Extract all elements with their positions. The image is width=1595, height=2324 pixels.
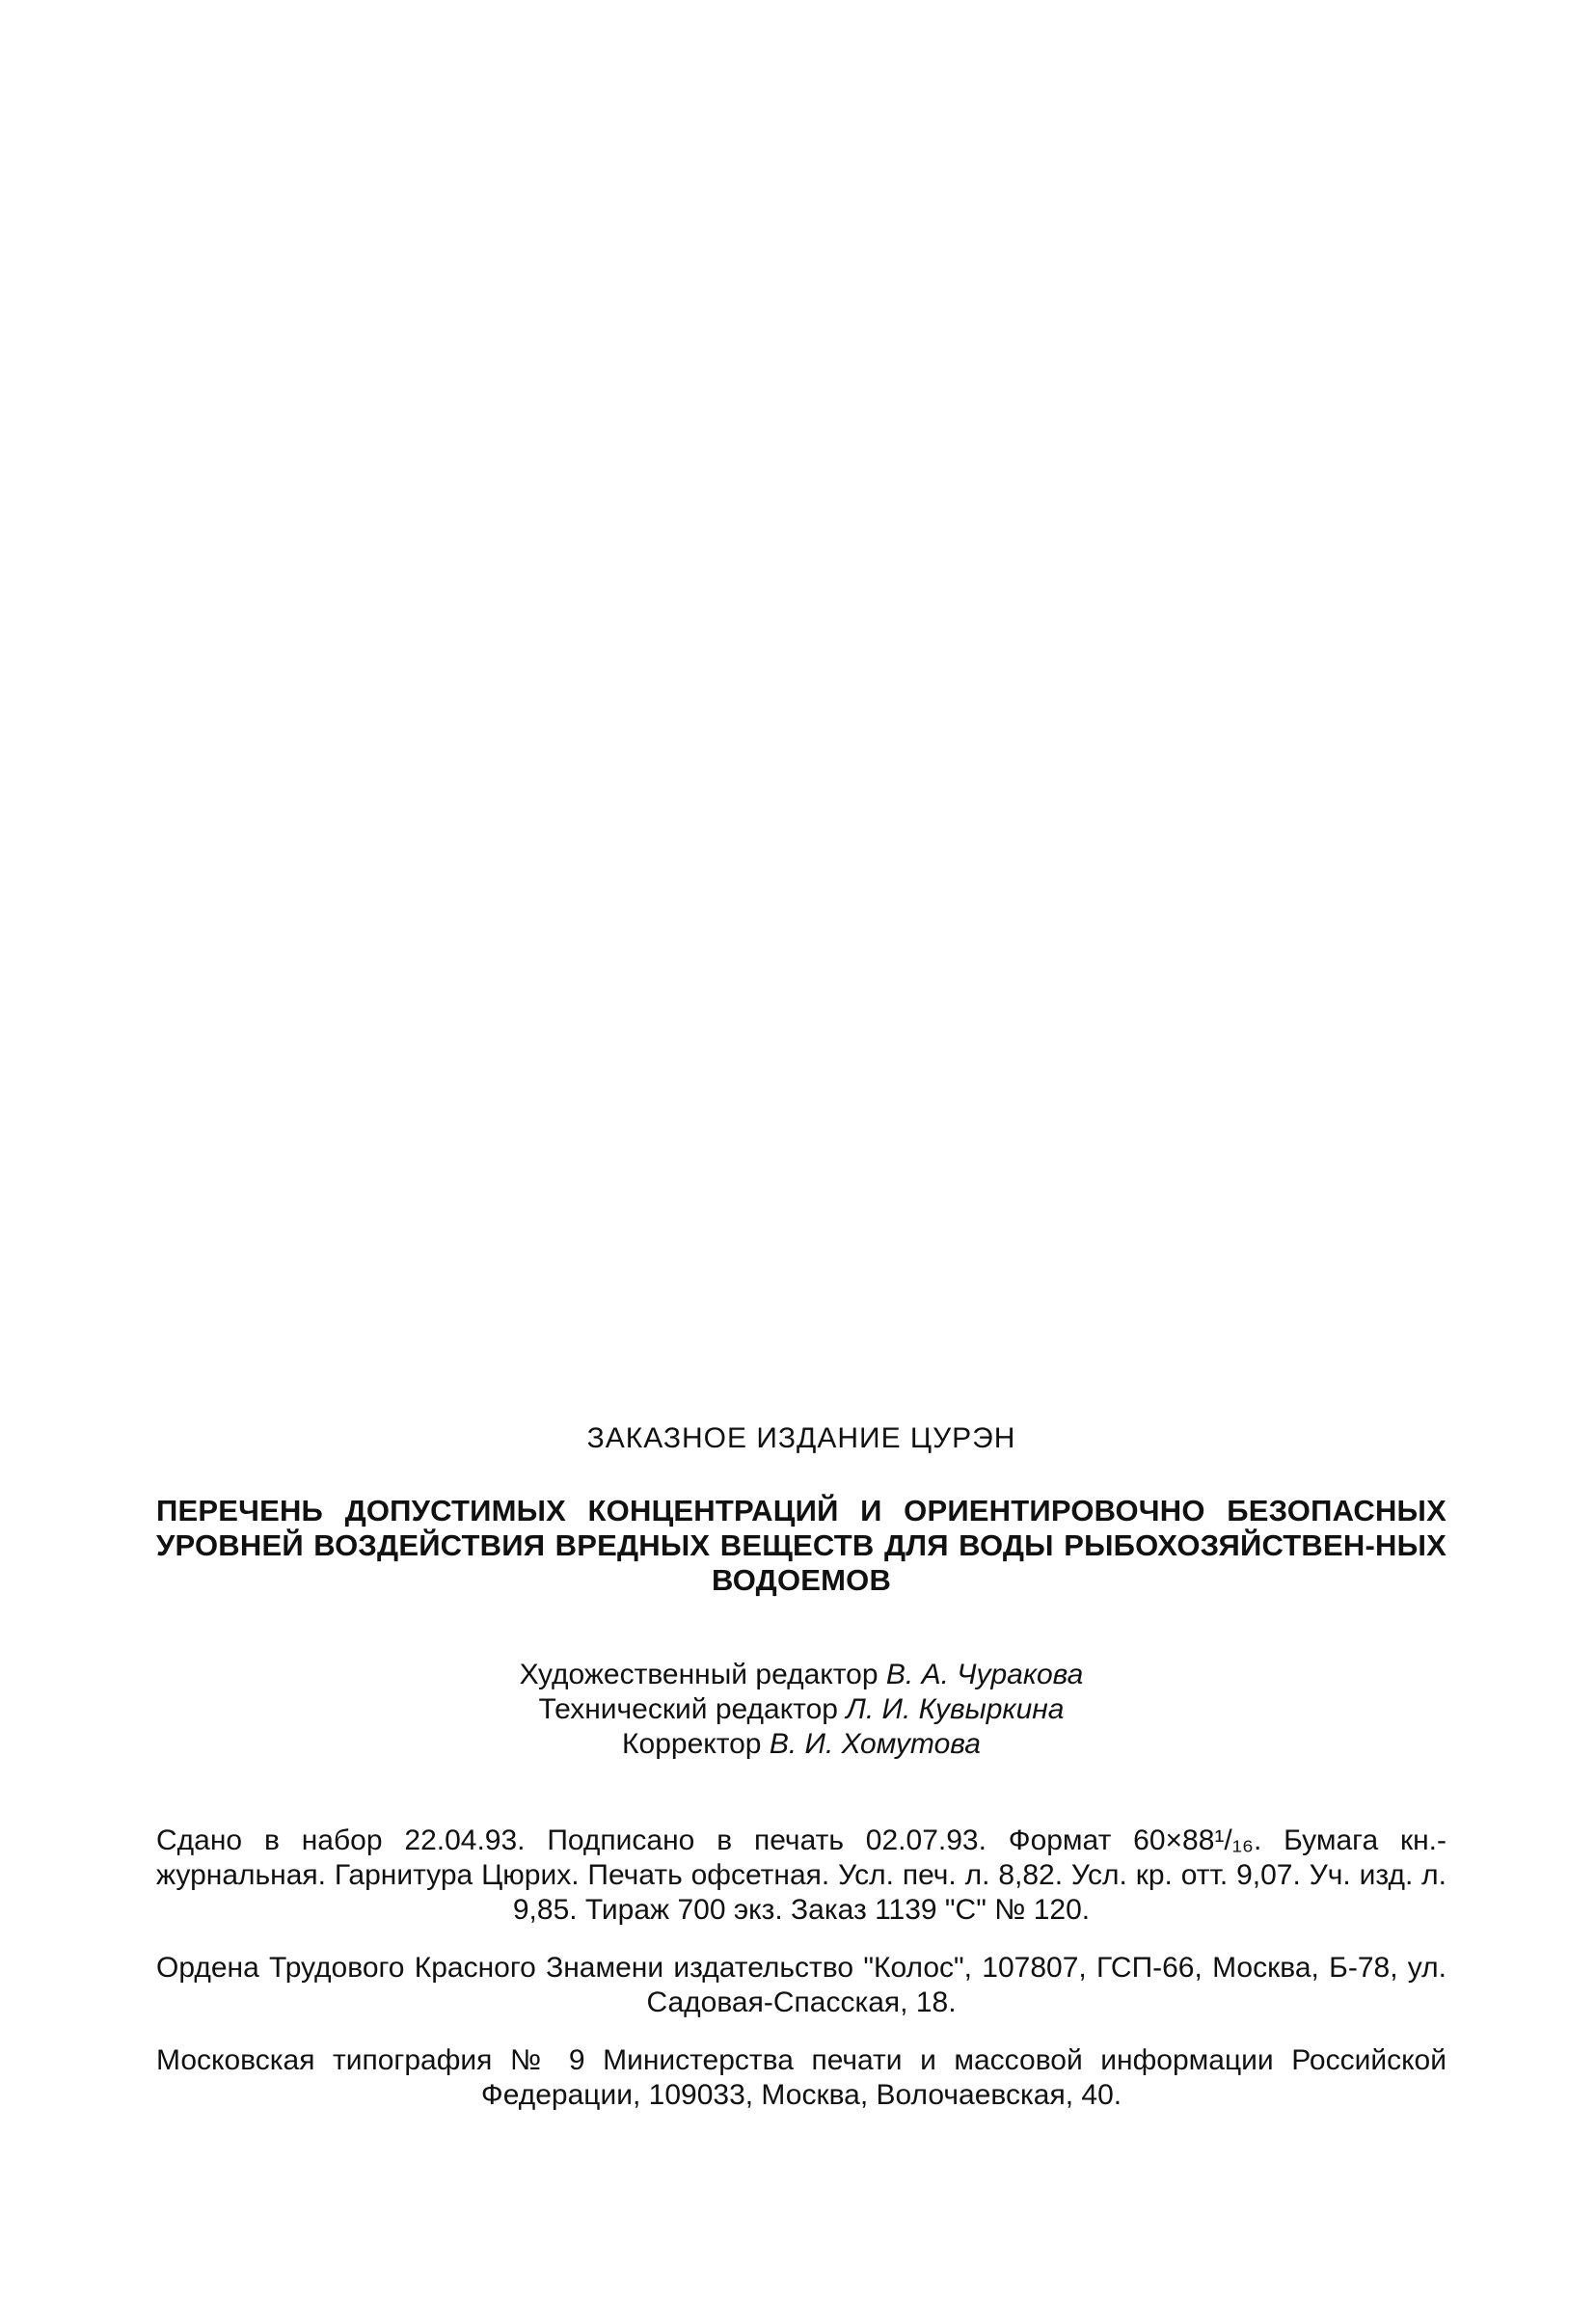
credit-person: Л. И. Кувыркина xyxy=(846,1693,1065,1725)
printer-info: Московская типография № 9 Министерства печати и массовой информации Российской Федерации, 109033, Москва, Волочаевская, 40. xyxy=(156,2044,1446,2111)
credit-tech-editor xyxy=(156,1692,1446,1727)
credit-role: Корректор xyxy=(622,1728,762,1760)
credit-proofreader xyxy=(156,1727,1446,1762)
print-details: Сдано в набор 22.04.93. Подписано в печать 02.07.93. Формат 60×88¹/₁₆. Бумага кн.-журнальная. Гарнитура Цюрих. Печать офсетная. Усл. печ. л. 8,82. Усл. кр. отт. 9,07. Уч. изд. л. 9,85. Тираж 700 экз. Заказ 1139 "С" № 120. xyxy=(156,1824,1446,1926)
series-title: ЗАКАЗНОЕ ИЗДАНИЕ ЦУРЭН xyxy=(586,1422,1016,1454)
credit-person: В. И. Хомутова xyxy=(769,1728,981,1760)
credits xyxy=(156,1658,1446,1762)
credit-role: Художественный редактор xyxy=(519,1659,879,1690)
document-title: ПЕРЕЧЕНЬ ДОПУСТИМЫХ КОНЦЕНТРАЦИЙ И ОРИЕНТИРОВОЧНО БЕЗОПАСНЫХ УРОВНЕЙ ВОЗДЕЙСТВИЯ ВРЕДНЫХ ВЕЩЕСТВ ДЛЯ ВОДЫ РЫБОХОЗЯЙСТВЕН-НЫХ ВОДОЕМОВ xyxy=(156,1494,1446,1597)
credit-person: В. А. Чуракова xyxy=(885,1659,1084,1690)
publisher-info: Ордена Трудового Красного Знамени издательство "Колос", 107807, ГСП-66, Москва, Б-78, ул. Садовая-Спасская, 18. xyxy=(156,1952,1446,2018)
credit-role: Технический редактор xyxy=(538,1693,838,1725)
imprint-block xyxy=(156,1422,1446,2136)
credit-art-editor xyxy=(156,1658,1446,1692)
